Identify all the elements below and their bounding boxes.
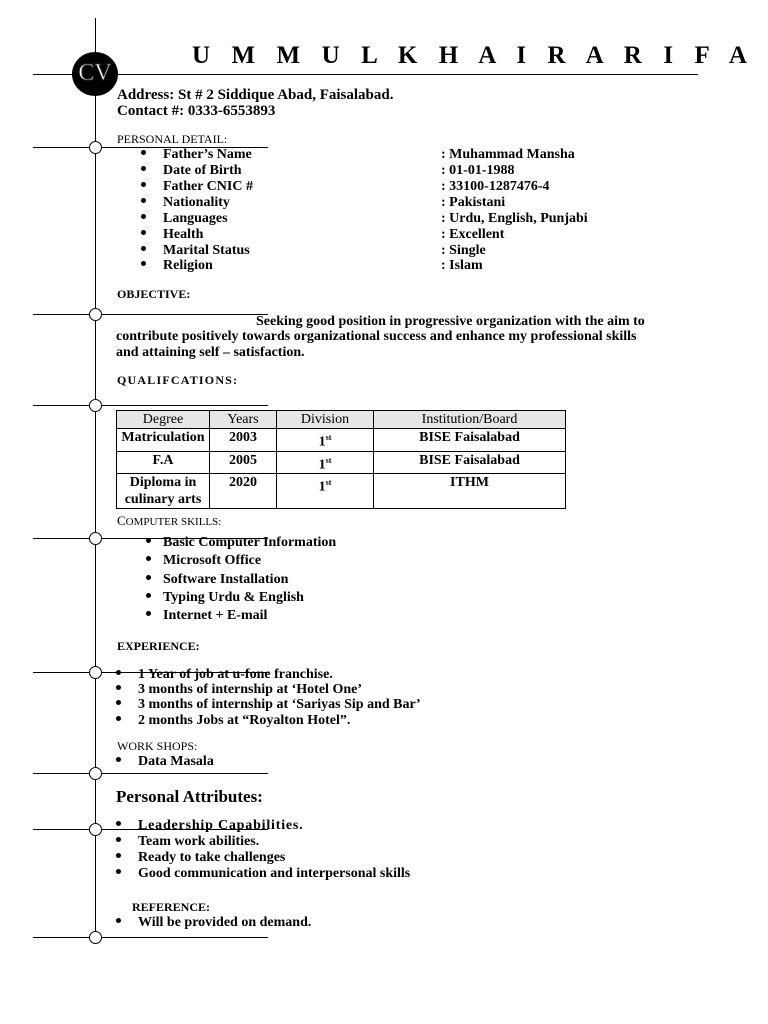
section-rule-qualifications (33, 405, 268, 406)
list-item: Basic Computer Information (146, 535, 336, 551)
personal-detail-row (141, 227, 203, 243)
list-item: Team work abilities. (116, 834, 259, 850)
bullet-icon (116, 918, 121, 923)
list-item: Microsoft Office (146, 553, 261, 569)
table-row (117, 474, 566, 509)
degree-cell: F.A (117, 451, 210, 474)
column-header: Division (277, 411, 374, 429)
bullet-icon (146, 575, 151, 580)
board-cell: ITHM (374, 474, 566, 509)
board-cell: BISE Faisalabad (374, 429, 566, 452)
objective-text-line: contribute positively towards organizational success and enhance my professional skills (116, 329, 637, 344)
personal-detail-row (141, 243, 250, 259)
bullet-icon (116, 821, 121, 826)
year-cell: 2003 (210, 429, 277, 452)
detail-label: Date of Birth (163, 163, 242, 178)
bullet-icon (116, 700, 121, 705)
timeline-node (89, 141, 102, 154)
list-item: 3 months of internship at ‘Sariyas Sip and Bar’ (116, 697, 421, 713)
list-item: Leadership Capabilities. (116, 818, 303, 834)
division-cell: 1st (277, 474, 374, 509)
timeline-vertical-line (95, 18, 96, 940)
timeline-node (89, 767, 102, 780)
degree-cell: Diploma in culinary arts (117, 474, 210, 509)
year-cell: 2020 (210, 474, 277, 509)
personal-detail-row (141, 179, 253, 195)
bullet-icon (116, 757, 121, 762)
column-header: Degree (117, 411, 210, 429)
detail-label: Nationality (163, 195, 230, 210)
bullet-icon (116, 716, 121, 721)
table-header-row (117, 411, 566, 429)
cv-badge-logo: CV (72, 52, 118, 96)
list-item: 2 months Jobs at “Royalton Hotel”. (116, 713, 350, 729)
section-rule-objective (33, 314, 268, 315)
detail-value: : Excellent (441, 227, 505, 242)
personal-detail-heading: PERSONAL DETAIL: (117, 132, 228, 146)
year-cell: 2005 (210, 451, 277, 474)
objective-text-line: Seeking good position in progressive organization with the aim to (256, 314, 645, 329)
address-line: Address: St # 2 Siddique Abad, Faisalabad. (117, 87, 394, 103)
section-rule-reference (33, 937, 268, 938)
bullet-icon (116, 837, 121, 842)
timeline-node (89, 308, 102, 321)
personal-detail-row (141, 163, 242, 179)
column-header: Institution/Board (374, 411, 566, 429)
list-item: 3 months of internship at ‘Hotel One’ (116, 682, 362, 698)
detail-label: Health (163, 227, 204, 242)
bullet-icon (141, 166, 146, 171)
objective-heading: OBJECTIVE: (117, 287, 191, 301)
qualifications-heading: QUALIFCATIONS: (117, 373, 239, 387)
bullet-icon (141, 230, 146, 235)
list-item: Ready to take challenges (116, 850, 285, 866)
table-row (117, 429, 566, 452)
bullet-icon (146, 538, 151, 543)
personal-detail-row (141, 258, 213, 274)
degree-cell: Matriculation (117, 429, 210, 452)
list-item: Data Masala (116, 754, 214, 770)
header-rule (33, 74, 698, 75)
bullet-icon (141, 150, 146, 155)
bullet-icon (141, 198, 146, 203)
bullet-icon (146, 556, 151, 561)
candidate-name: U M M U L K H A I R A R I F A (192, 42, 755, 69)
list-item: Internet + E-mail (146, 608, 267, 624)
division-cell: 1st (277, 451, 374, 474)
computer-skills-heading: COMPUTER SKILLS: (117, 513, 222, 528)
workshops-heading: WORK SHOPS: (117, 739, 198, 753)
detail-label: Father’s Name (163, 147, 252, 162)
list-item: Typing Urdu & English (146, 590, 304, 606)
list-item: Good communication and interpersonal skills (116, 866, 410, 882)
qualifications-table (116, 410, 566, 509)
detail-label: Father CNIC # (163, 179, 253, 194)
bullet-icon (141, 182, 146, 187)
detail-value: : Muhammad Mansha (441, 147, 575, 162)
bullet-icon (141, 246, 146, 251)
timeline-node (89, 399, 102, 412)
bullet-icon (146, 611, 151, 616)
reference-heading: REFERENCE: (132, 900, 211, 914)
column-header: Years (210, 411, 277, 429)
experience-heading: EXPERIENCE: (117, 639, 200, 653)
bullet-icon (116, 869, 121, 874)
detail-label: Religion (163, 258, 213, 273)
division-cell: 1st (277, 429, 374, 452)
timeline-node (89, 666, 102, 679)
timeline-node (89, 823, 102, 836)
bullet-icon (141, 261, 146, 266)
list-item: Software Installation (146, 572, 288, 588)
objective-text-line: and attaining self – satisfaction. (116, 345, 305, 360)
detail-value: : Urdu, English, Punjabi (441, 211, 588, 226)
personal-attributes-heading: Personal Attributes: (116, 787, 263, 806)
detail-value: : Single (441, 243, 486, 258)
personal-detail-row (141, 195, 230, 211)
bullet-icon (116, 670, 121, 675)
detail-value: : 01-01-1988 (441, 163, 515, 178)
bullet-icon (116, 685, 121, 690)
detail-value: : Pakistani (441, 195, 506, 210)
personal-detail-row (141, 211, 228, 227)
bullet-icon (116, 853, 121, 858)
timeline-node (89, 532, 102, 545)
detail-label: Languages (163, 211, 228, 226)
bullet-icon (141, 214, 146, 219)
table-row (117, 451, 566, 474)
personal-detail-row (141, 147, 252, 163)
detail-value: : 33100-1287476-4 (441, 179, 550, 194)
board-cell: BISE Faisalabad (374, 451, 566, 474)
contact-line: Contact #: 0333-6553893 (117, 103, 276, 119)
detail-label: Marital Status (163, 243, 250, 258)
timeline-node (89, 931, 102, 944)
list-item: Will be provided on demand. (116, 915, 311, 931)
bullet-icon (146, 593, 151, 598)
section-rule-workshops (33, 773, 268, 774)
list-item: 1 Year of job at u-fone franchise. (116, 667, 333, 683)
detail-value: : Islam (441, 258, 483, 273)
